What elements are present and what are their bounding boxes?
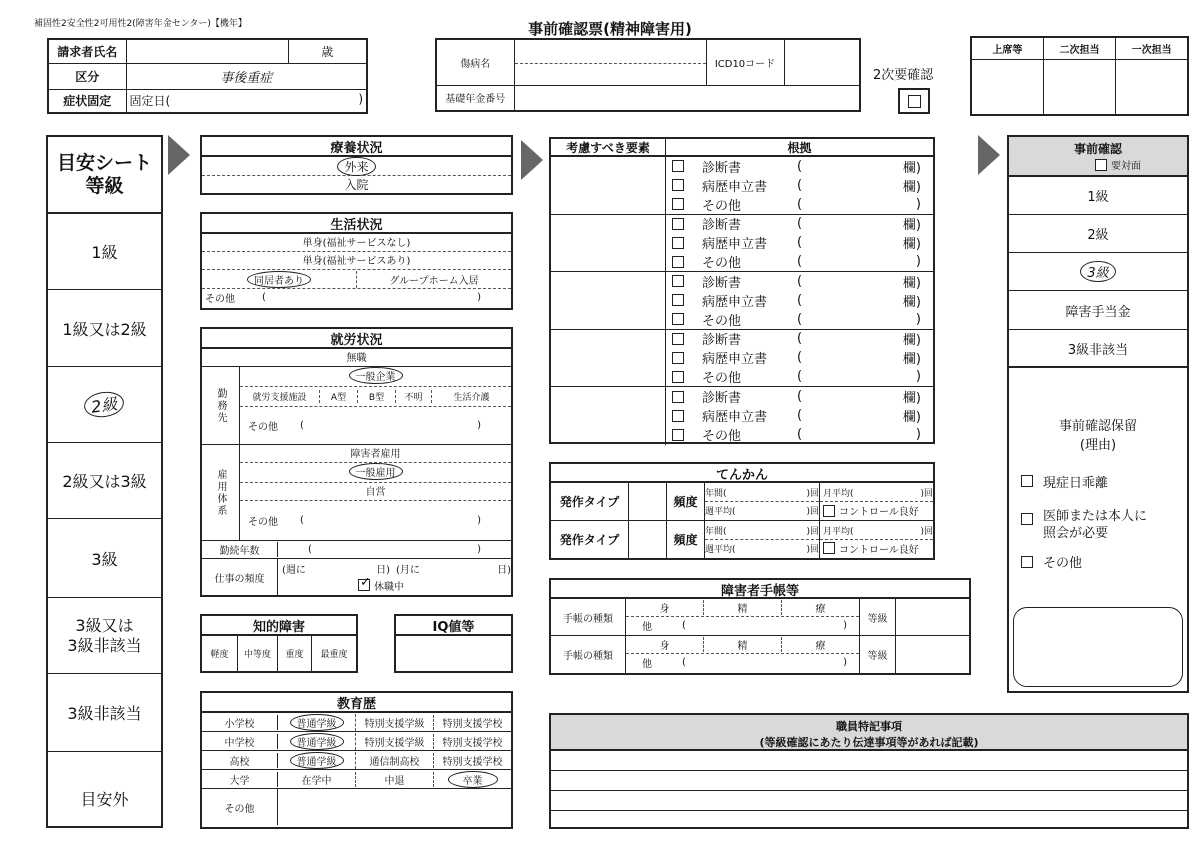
paren-open: (	[797, 216, 803, 232]
factor-checkbox[interactable]	[672, 313, 684, 325]
paren-close: 欄)	[902, 179, 921, 195]
grade-item[interactable]: 2級又は3級	[48, 443, 161, 519]
factor-checkbox[interactable]	[672, 333, 684, 345]
reason-checkbox[interactable]	[1021, 475, 1033, 487]
seikatsu-box	[200, 212, 513, 310]
techo-mi[interactable]: 身	[626, 600, 704, 615]
techo-sei[interactable]: 精	[704, 637, 782, 652]
chiteki-cell[interactable]: 最重度	[320, 650, 348, 660]
paren-close: 欄)	[902, 391, 921, 407]
factor-label: 診断書	[702, 275, 742, 291]
reason-label: その他	[1043, 556, 1083, 572]
shuro-other: その他	[248, 421, 278, 433]
prior-grade-selected[interactable]: 3級	[1080, 261, 1115, 282]
freq-label: 仕事の頻度	[202, 559, 278, 595]
name-field[interactable]	[126, 39, 288, 63]
paren-open: (	[797, 254, 803, 270]
factor-label: その他	[702, 371, 742, 387]
seizure-type-label: 発作タイプ	[551, 483, 629, 520]
paren-close: )	[477, 292, 481, 303]
factor-field[interactable]	[551, 157, 666, 214]
tenkan-box	[549, 462, 935, 560]
shuro-company[interactable]: 一般企業	[349, 367, 403, 384]
factors-box	[549, 137, 935, 444]
arrow-icon	[521, 140, 543, 180]
approval-table	[970, 36, 1189, 116]
paren-open: (	[797, 369, 803, 385]
paren-close: 欄)	[902, 333, 921, 349]
factor-checkbox[interactable]	[672, 429, 684, 441]
prior-box	[1007, 135, 1189, 693]
paren-close: 欄)	[902, 275, 921, 291]
staff-box	[549, 713, 1189, 829]
factor-label: 診断書	[702, 391, 742, 407]
techo-grade-label: 等級	[860, 599, 896, 635]
kyoiku-cell[interactable]: 卒業	[448, 771, 498, 788]
icd-field[interactable]	[784, 39, 860, 85]
leave-label: 休職中	[374, 581, 404, 593]
kyoiku-box	[200, 691, 513, 829]
fixed-label: 症状固定	[48, 89, 126, 113]
iq-title: IQ値等	[396, 616, 511, 636]
seikatsu-alone[interactable]: 単身(福祉サービスなし)	[202, 234, 511, 252]
disease-field[interactable]	[514, 39, 706, 63]
techo-grade-label: 等級	[860, 636, 896, 673]
chiteki-box	[200, 614, 358, 673]
chiteki-title: 知的障害	[202, 616, 356, 636]
grade-item[interactable]: 3級	[48, 519, 161, 598]
factor-label: 病歴申立書	[702, 237, 768, 253]
techo-ryo[interactable]: 療	[815, 641, 826, 652]
factor-label: その他	[702, 429, 742, 445]
shuro-title: 就労状況	[202, 329, 511, 349]
factor-checkbox[interactable]	[672, 256, 684, 268]
factor-label: 病歴申立書	[702, 179, 768, 195]
kinmu-label: 勤務先	[202, 367, 240, 444]
paren-close: )	[915, 196, 921, 212]
paren-open: (	[262, 292, 266, 303]
kyoiku-cell[interactable]: 特別支援学校	[442, 718, 503, 730]
kubun-label: 区分	[48, 63, 126, 89]
techo-box: 障害者手帳等 手帳の種類 身 精 療 他 ( ) 等級 手帳の種類 身 精 療 他 ( ) 等級	[549, 578, 971, 675]
freq-label: 頻度	[667, 483, 705, 520]
grade-item[interactable]: 3級非該当	[48, 674, 161, 752]
factor-label: その他	[702, 313, 742, 329]
ryoyo-inpatient[interactable]: 入院	[344, 178, 369, 192]
taimen-label: 要対面	[1111, 161, 1141, 172]
grade-item[interactable]: 3級又は 3級非該当	[48, 598, 161, 674]
grade-item[interactable]: 1級	[48, 214, 161, 290]
ryoyo-outpatient[interactable]: 外来	[337, 157, 375, 176]
ryoyo-box	[200, 135, 513, 195]
reason-label: 医師または本人に 照会が必要	[1043, 508, 1148, 541]
kyoiku-cell[interactable]: 普通学級	[290, 752, 344, 769]
grade-title: 目安シート 等級	[48, 137, 161, 214]
paren-open: (	[797, 408, 803, 424]
paren-open: (	[797, 331, 803, 347]
factor-checkbox[interactable]	[672, 237, 684, 249]
factors-h2: 根拠	[787, 140, 812, 155]
month-label: 月平均(	[823, 526, 854, 537]
factor-label: 診断書	[702, 333, 742, 349]
staff-title: 職員特記事項	[836, 720, 902, 733]
factor-checkbox[interactable]	[672, 160, 684, 172]
paren-close: )	[477, 514, 481, 526]
freq-day: 日)	[497, 564, 511, 576]
page-title: 事前確認票(精神障害用)	[528, 20, 692, 38]
pension-field[interactable]	[514, 85, 860, 111]
paren-open: (	[797, 196, 803, 212]
age-label: 歳	[288, 39, 367, 63]
seizure-type-label: 発作タイプ	[551, 521, 629, 558]
kubun-value: 事後重症	[126, 63, 367, 89]
kai: )回	[806, 526, 819, 537]
factor-label: その他	[702, 256, 742, 272]
chiteki-cell[interactable]: 軽度	[202, 636, 238, 671]
freq-month: (月に	[396, 564, 420, 576]
paren-close: 欄)	[902, 237, 921, 253]
factor-checkbox[interactable]	[672, 275, 684, 287]
kyoiku-cell[interactable]: 普通学級	[290, 733, 344, 750]
factor-checkbox[interactable]	[672, 352, 684, 364]
prior-title: 事前確認	[1073, 142, 1122, 156]
seikatsu-alone-service[interactable]: 単身(福祉サービスあり)	[202, 252, 511, 270]
factor-field[interactable]	[551, 330, 666, 387]
factor-checkbox[interactable]	[672, 198, 684, 210]
approval-col: 二次担当	[1043, 37, 1115, 59]
kai: )回	[920, 526, 933, 537]
control-label: コントロール良好	[839, 544, 919, 556]
month-label: 月平均(	[823, 488, 854, 499]
shuro-typeb[interactable]: B型	[358, 390, 396, 403]
paren-open: (	[300, 514, 304, 526]
staff-subtitle: (等級確認にあたり伝達事項等があれば記載)	[759, 736, 979, 749]
kyoiku-cell[interactable]: 中退	[356, 772, 434, 787]
grade-item-selected[interactable]: 2級	[83, 389, 126, 419]
control-checkbox[interactable]	[823, 505, 835, 517]
shuro-unemployed[interactable]: 無職	[202, 349, 511, 367]
shuro-support[interactable]: 就労支援施設	[240, 390, 320, 403]
reason-other-field[interactable]	[1013, 607, 1183, 687]
kyoiku-label: その他	[202, 789, 278, 825]
stamp-cell[interactable]	[1043, 59, 1115, 115]
techo-other: 他	[642, 622, 652, 633]
prior-grade[interactable]: 障害手当金	[1009, 291, 1187, 330]
fixed-date: 固定日(	[129, 94, 171, 109]
year-label: 年間(	[705, 488, 727, 499]
factor-label: 診断書	[702, 218, 742, 234]
ryoyo-title: 療養状況	[202, 137, 511, 157]
kai: )回	[920, 488, 933, 499]
week-label: 週平均(	[705, 507, 736, 517]
nensu-label: 勤続年数	[202, 542, 278, 557]
koyo-general[interactable]: 一般雇用	[349, 463, 403, 480]
kai: )回	[806, 488, 819, 499]
icd-label: ICD10コード	[706, 39, 784, 85]
paren-close: )	[915, 369, 921, 385]
taimen-checkbox[interactable]	[1095, 159, 1107, 171]
prior-grade[interactable]: 1級	[1009, 177, 1187, 215]
kyoiku-cell[interactable]: 特別支援学級	[356, 734, 434, 749]
kyoiku-label: 高校	[202, 753, 278, 768]
stamp-cell[interactable]	[1116, 59, 1188, 115]
shuro-unknown[interactable]: 不明	[396, 390, 432, 403]
grade-item[interactable]: 1級又は2級	[48, 290, 161, 367]
paren-close: )	[477, 544, 481, 555]
techo-ryo[interactable]: 療	[815, 604, 826, 615]
kyoiku-label: 大学	[202, 772, 278, 787]
paren-open: (	[797, 177, 803, 193]
seizure-type-field[interactable]	[629, 521, 667, 558]
factor-label: 病歴申立書	[702, 352, 768, 368]
prior-grade[interactable]: 3級非該当	[1009, 330, 1187, 368]
techo-title: 障害者手帳等	[551, 580, 969, 599]
approval-col: 上席等	[971, 37, 1043, 59]
koyo-label: 雇用体系	[202, 445, 240, 540]
control-label: コントロール良好	[839, 507, 919, 518]
techo-sei[interactable]: 精	[704, 600, 782, 615]
paren-close: 欄)	[902, 294, 921, 310]
prior-grade[interactable]: 2級	[1009, 215, 1187, 253]
paren-open: (	[797, 311, 803, 327]
kyoiku-cell[interactable]: 通信制高校	[356, 753, 434, 768]
tenkan-title: てんかん	[551, 464, 933, 483]
disease-label: 傷病名	[436, 39, 514, 85]
hold-label: 事前確認保留 (理由)	[1058, 419, 1137, 453]
seikatsu-title: 生活状況	[202, 214, 511, 234]
stamp-cell[interactable]	[971, 59, 1043, 115]
koyo-disabled[interactable]: 障害者雇用	[240, 445, 511, 463]
factor-label: 診断書	[702, 160, 742, 176]
factor-label: 病歴申立書	[702, 294, 768, 310]
disease-field-2	[514, 63, 706, 85]
techo-type-label: 手帳の種類	[551, 599, 626, 635]
paren-open: (	[308, 544, 312, 555]
paren-close: 欄)	[902, 410, 921, 426]
factor-checkbox[interactable]	[672, 218, 684, 230]
secondary-label: 2次要確認	[873, 68, 934, 83]
techo-mi[interactable]: 身	[626, 637, 704, 652]
grade-item[interactable]: 目安外	[80, 790, 129, 809]
approval-col: 一次担当	[1116, 37, 1188, 59]
paren-close: 欄)	[902, 218, 921, 234]
kyoiku-cell[interactable]: 在学中	[278, 772, 356, 787]
factors-h1: 考慮すべき要素	[551, 139, 666, 156]
reason-checkbox[interactable]	[1021, 556, 1033, 568]
kyoiku-cell[interactable]: 特別支援学校	[442, 756, 503, 768]
freq-label: 頻度	[667, 521, 705, 558]
kyoiku-label: 小学校	[202, 715, 278, 730]
week-label: 週平均(	[705, 544, 736, 555]
factor-label: その他	[702, 198, 742, 214]
techo-other: 他	[642, 659, 652, 670]
kai: )回	[806, 507, 819, 517]
factor-checkbox[interactable]	[672, 391, 684, 403]
seizure-type-field[interactable]	[629, 483, 667, 520]
paren-close: 欄)	[902, 352, 921, 368]
fixed-close: )	[358, 92, 363, 107]
reason-label: 現症日乖離	[1043, 475, 1109, 491]
iq-box	[394, 614, 513, 673]
claimant-table	[47, 38, 368, 114]
freq-week: (週に	[282, 564, 306, 576]
secondary-checkbox[interactable]	[898, 88, 930, 114]
arrow-icon	[978, 135, 1000, 175]
paren-open: (	[797, 158, 803, 174]
factor-label: 病歴申立書	[702, 410, 768, 426]
arrow-icon	[168, 135, 190, 175]
kyoiku-cell[interactable]: 普通学級	[290, 714, 344, 731]
factor-field[interactable]	[551, 215, 666, 272]
pension-label: 基礎年金番号	[436, 85, 514, 111]
shuro-box: 就労状況 無職 勤務先 一般企業 就労支援施設 A型 B型 不明 生活介護 その他 ( ) 雇用体系 障害者雇用 一般雇用 自営 その他 ( ) 勤続年数 ( ) 仕事の頻度 (週に 日) (月に 日) ✓ 休職中	[200, 327, 513, 597]
leave-checkbox[interactable]: ✓	[360, 575, 371, 590]
kyoiku-title: 教育歴	[202, 693, 511, 713]
factor-checkbox[interactable]	[672, 179, 684, 191]
paren-close: )	[477, 419, 481, 431]
disease-table	[435, 38, 861, 112]
factor-checkbox[interactable]	[672, 371, 684, 383]
chiteki-cell[interactable]: 重度	[278, 636, 312, 671]
seikatsu-cohabit[interactable]: 同居者あり	[247, 271, 311, 288]
shuro-care[interactable]: 生活介護	[453, 393, 490, 403]
shuro-typea[interactable]: A型	[320, 390, 358, 403]
factor-field[interactable]	[551, 387, 666, 445]
kyoiku-cell[interactable]: 特別支援学校	[442, 737, 503, 749]
koyo-self[interactable]: 自営	[240, 483, 511, 501]
paren-open: (	[797, 273, 803, 289]
control-checkbox[interactable]	[823, 542, 835, 554]
year-label: 年間(	[705, 526, 727, 537]
paren-open: (	[797, 350, 803, 366]
kyoiku-label: 中学校	[202, 734, 278, 749]
paren-open: (	[797, 235, 803, 251]
factor-field[interactable]	[551, 272, 666, 329]
seikatsu-other: その他	[205, 294, 235, 305]
paren-close: )	[915, 254, 921, 270]
grade-column	[46, 135, 163, 828]
techo-type-label: 手帳の種類	[551, 636, 626, 673]
kyoiku-cell[interactable]: 特別支援学級	[356, 715, 434, 730]
factor-checkbox[interactable]	[672, 294, 684, 306]
paren-close: )	[915, 427, 921, 443]
koyo-other: その他	[248, 516, 278, 528]
seikatsu-grouphome[interactable]: グループホーム入居	[389, 275, 479, 287]
paren-open: (	[300, 419, 304, 431]
form-code: 補固性2安全性2可用性2(障害年金センター)【機年】	[34, 19, 247, 29]
reason-checkbox[interactable]	[1021, 513, 1033, 525]
paren-close: 欄)	[902, 160, 921, 176]
factor-checkbox[interactable]	[672, 410, 684, 422]
name-label: 請求者氏名	[48, 39, 126, 63]
paren-open: (	[797, 389, 803, 405]
paren-close: )	[915, 311, 921, 327]
paren-open: (	[797, 427, 803, 443]
chiteki-cell[interactable]: 中等度	[238, 636, 278, 671]
kai: )回	[806, 544, 819, 555]
paren-open: (	[797, 292, 803, 308]
